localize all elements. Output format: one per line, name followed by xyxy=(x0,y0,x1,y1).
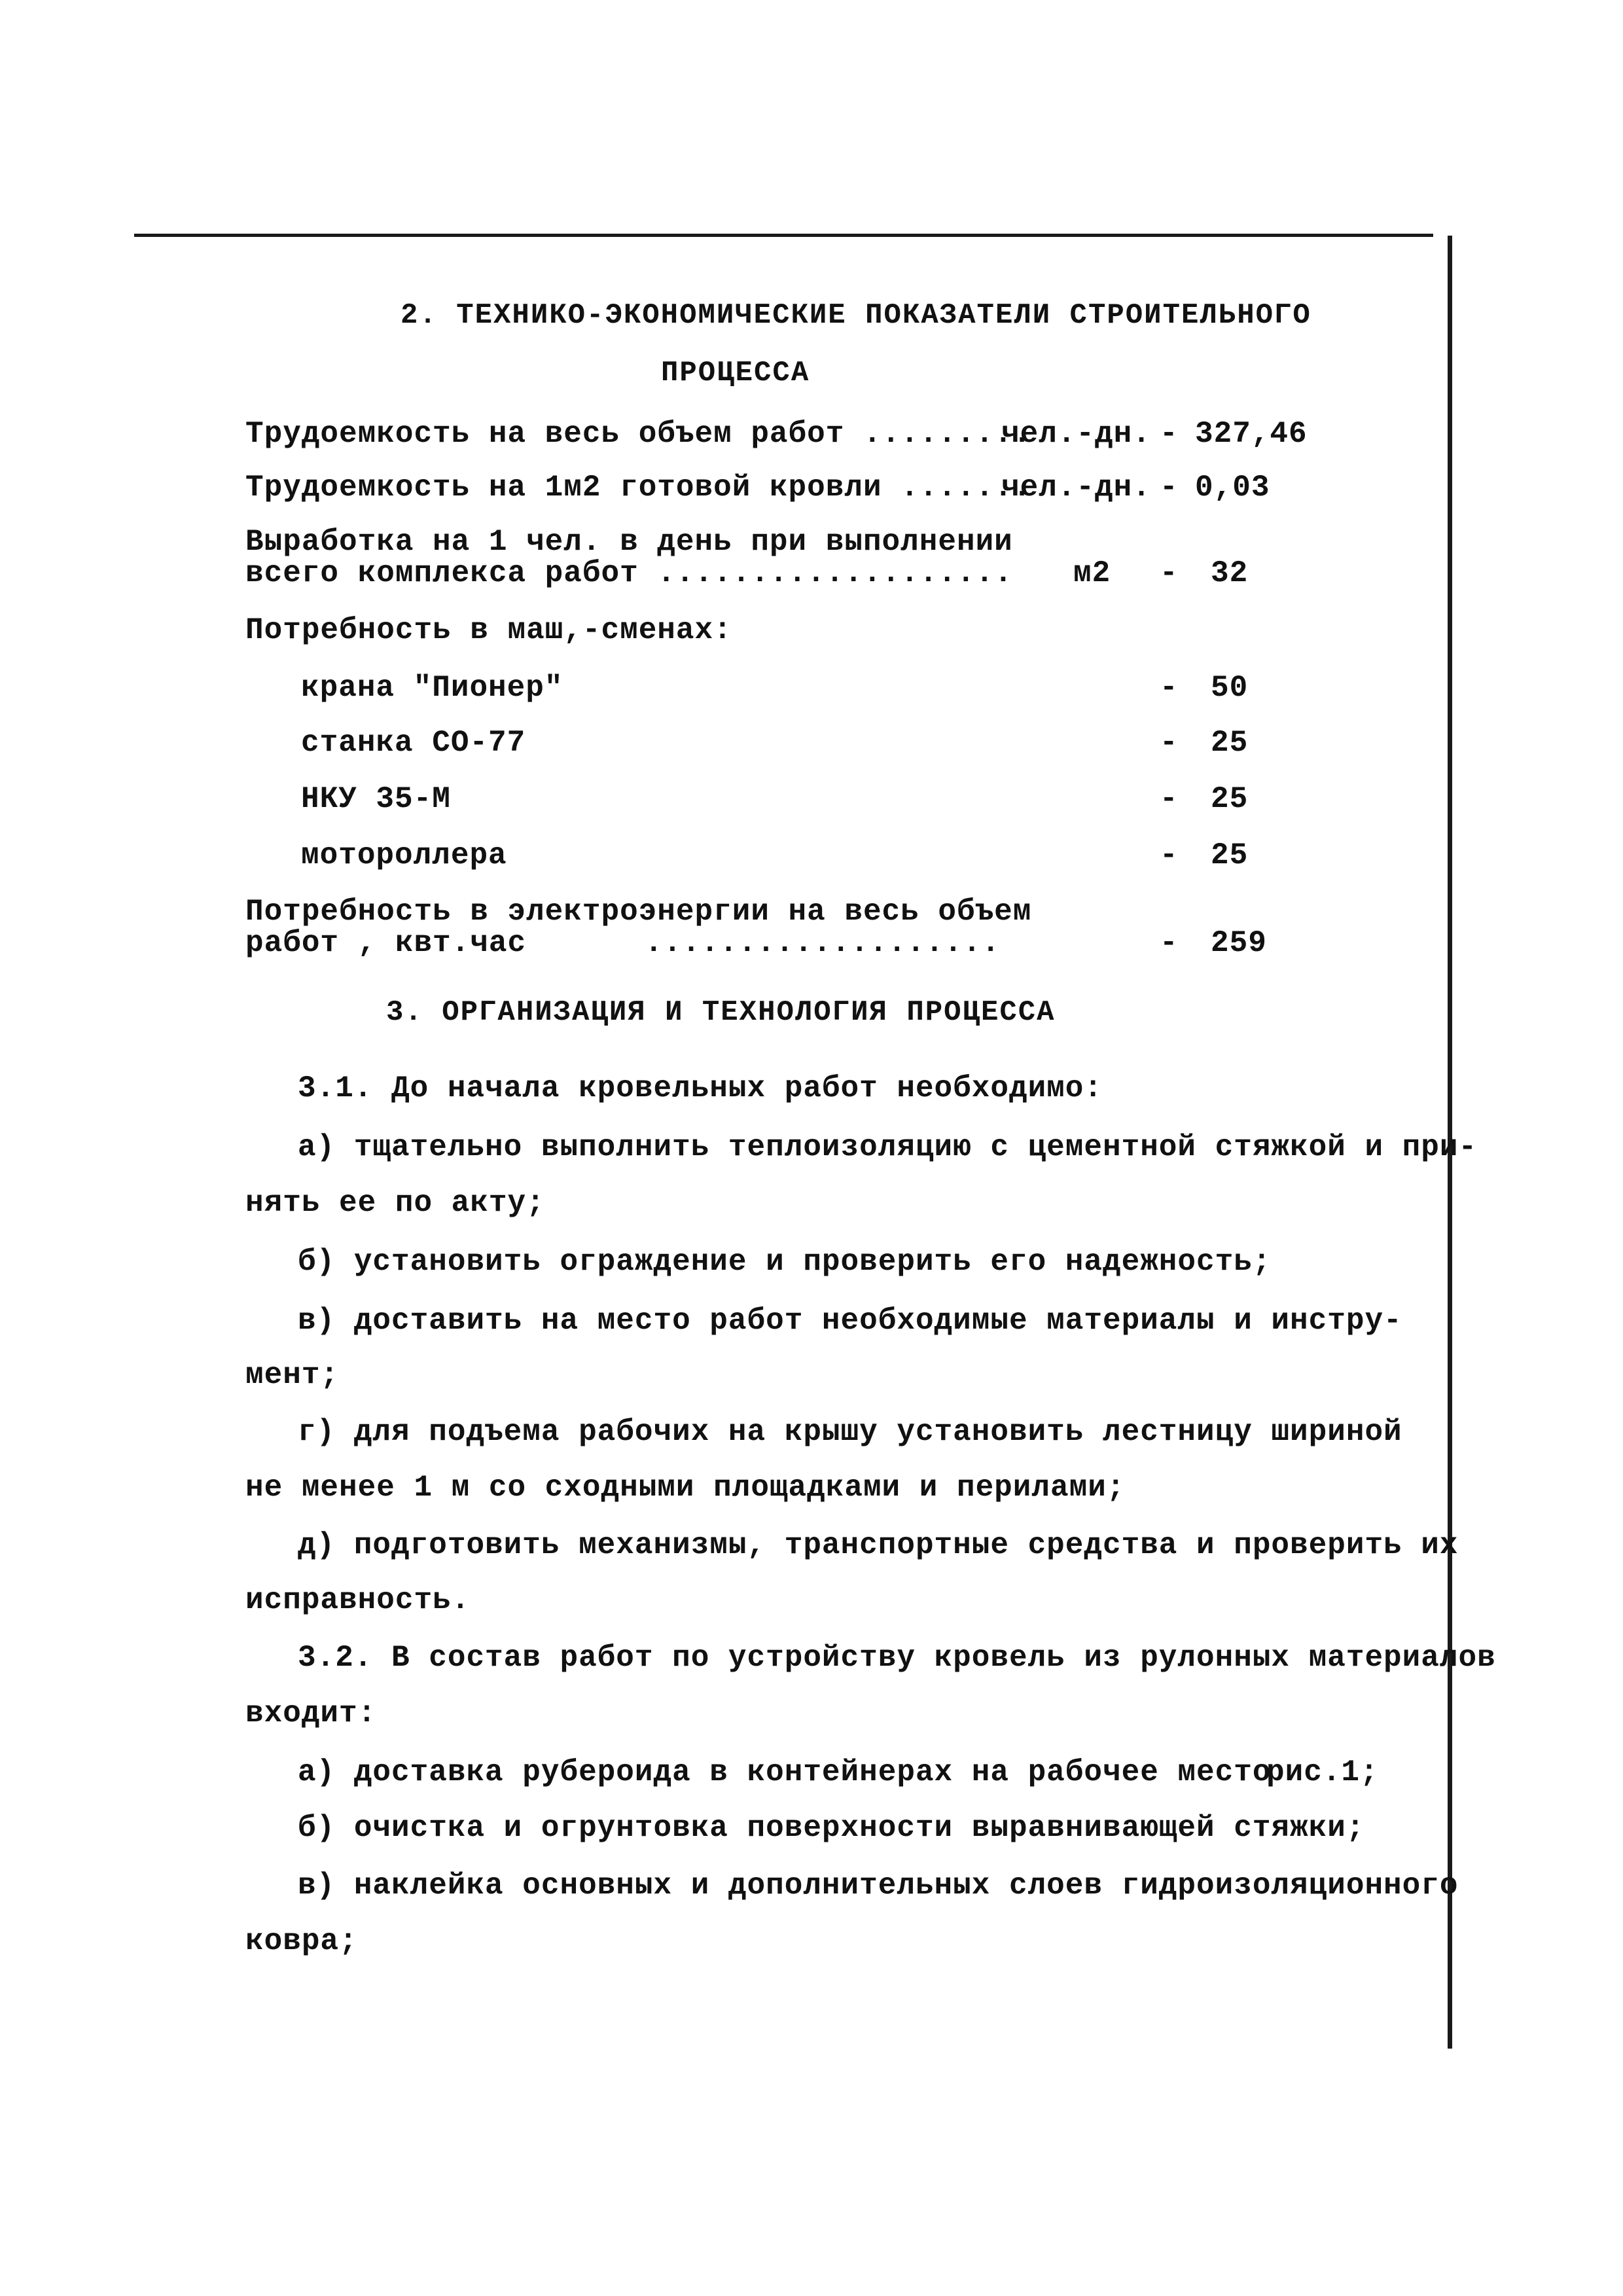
figure-reference: рис.1; xyxy=(1266,1755,1379,1789)
indicator-output-dash: - xyxy=(1160,556,1179,590)
energy-label-2: работ , квт.час xyxy=(245,926,527,960)
paragraph-line: а) тщательно выполнить теплоизоляцию с цементной стяжкой и при- xyxy=(298,1130,1478,1164)
paragraph-line: в) доставить на место работ необходимые материалы и инстру- xyxy=(298,1304,1402,1338)
machine-item-value: 25 xyxy=(1211,838,1249,872)
machine-item-value: 25 xyxy=(1211,782,1249,816)
machine-item-label: крана "Пионер" xyxy=(301,671,563,705)
machine-item-label: НКУ 35-М xyxy=(301,782,451,816)
paragraph-line: 3.1. До начала кровельных работ необходимо: xyxy=(298,1071,1103,1105)
indicator-labor-total-label: Трудоемкость на весь объем работ ......... xyxy=(245,417,1032,451)
machine-item-value: 50 xyxy=(1211,671,1249,705)
indicator-output-label-2: всего комплекса работ ................... xyxy=(245,556,1013,590)
indicator-labor-total-dash: - xyxy=(1160,417,1179,451)
paragraph-line: в) наклейка основных и дополнительных слоев гидроизоляционного xyxy=(298,1869,1459,1903)
section-2-title-cont: ПРОЦЕССА xyxy=(661,357,810,389)
paragraph-line: д) подготовить механизмы, транспортные средства и проверить их xyxy=(298,1528,1459,1562)
section-2-title: 2. ТЕХНИКО-ЭКОНОМИЧЕСКИЕ ПОКАЗАТЕЛИ СТРОИТЕЛЬНОГО xyxy=(401,299,1311,332)
paragraph-line: нять ее по акту; xyxy=(245,1186,545,1220)
paragraph-line: а) доставка рубероида в контейнерах на рабочее место xyxy=(298,1755,1272,1789)
machine-item-label: мотороллера xyxy=(301,838,507,872)
paragraph-line: мент; xyxy=(245,1358,340,1392)
paragraph-line: входит: xyxy=(245,1696,377,1731)
energy-dash: - xyxy=(1160,926,1179,960)
paragraph-line: б) очистка и огрунтовка поверхности выравнивающей стяжки; xyxy=(298,1811,1365,1845)
machine-item-dash: - xyxy=(1160,726,1179,760)
indicator-labor-m2-label: Трудоемкость на 1м2 готовой кровли ....... xyxy=(245,471,1032,505)
energy-leader-dots: ................... xyxy=(645,926,1001,960)
indicator-labor-total-value: 327,46 xyxy=(1195,417,1308,451)
paragraph-line: б) установить ограждение и проверить его надежность; xyxy=(298,1245,1272,1279)
paragraph-line: исправность. xyxy=(245,1583,471,1617)
indicator-output-label-1: Выработка на 1 чел. в день при выполнении xyxy=(245,525,1013,559)
indicator-output-unit: м2 xyxy=(1073,556,1111,590)
energy-value: 259 xyxy=(1211,926,1267,960)
section-3-title: 3. ОРГАНИЗАЦИЯ И ТЕХНОЛОГИЯ ПРОЦЕССА xyxy=(386,996,1056,1029)
paragraph-line: ковра; xyxy=(245,1924,358,1958)
indicator-labor-m2-value: 0,03 xyxy=(1195,471,1270,505)
machine-item-dash: - xyxy=(1160,838,1179,872)
paragraph-line: г) для подъема рабочих на крышу установить лестницу шириной xyxy=(298,1415,1402,1449)
indicator-output-value: 32 xyxy=(1211,556,1249,590)
indicator-labor-m2-dash: - xyxy=(1160,471,1179,505)
indicator-labor-m2-unit: чел.-дн. xyxy=(1001,471,1151,505)
indicator-labor-total-unit: чел.-дн. xyxy=(1001,417,1151,451)
machine-item-label: станка СО-77 xyxy=(301,726,526,760)
top-rule xyxy=(134,234,1433,237)
paragraph-line: 3.2. В состав работ по устройству кровель из рулонных материалов xyxy=(298,1641,1496,1675)
machine-item-dash: - xyxy=(1160,782,1179,816)
paragraph-line: не менее 1 м со сходными площадками и перилами; xyxy=(245,1471,1126,1505)
energy-label-1: Потребность в электроэнергии на весь объем xyxy=(245,895,1032,929)
machine-item-dash: - xyxy=(1160,671,1179,705)
machines-title: Потребность в маш,-сменах: xyxy=(245,613,732,647)
machine-item-value: 25 xyxy=(1211,726,1249,760)
